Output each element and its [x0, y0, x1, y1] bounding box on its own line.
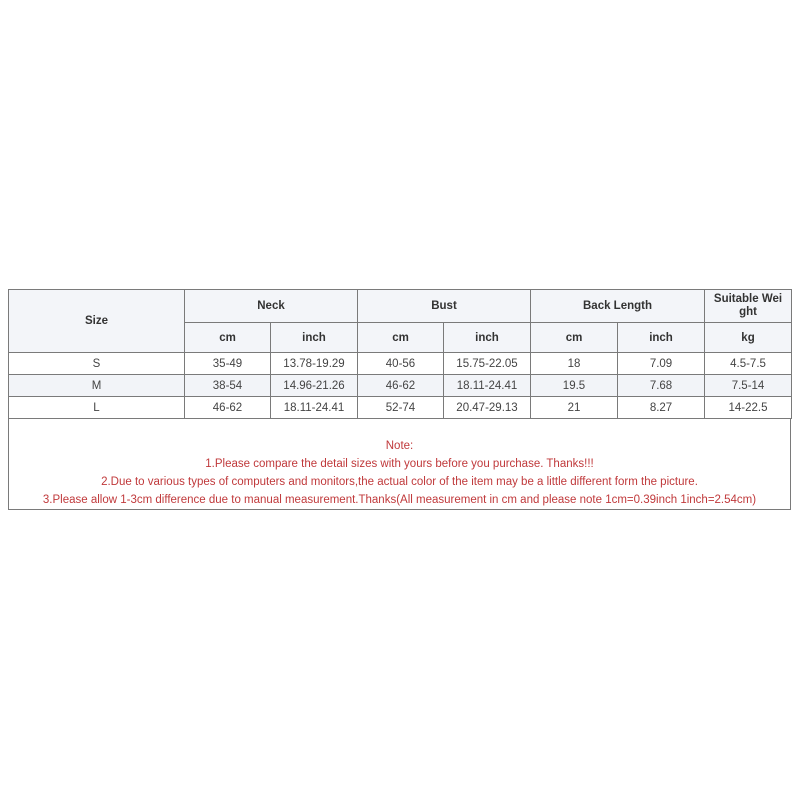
weight-kg-cell: 14-22.5	[705, 397, 792, 419]
bust-header: Bust	[358, 290, 531, 323]
notes-spacer	[9, 419, 790, 437]
bust-cm-unit: cm	[358, 323, 444, 353]
back-inch-cell: 7.09	[618, 353, 705, 375]
back-inch-unit: inch	[618, 323, 705, 353]
back-cm-cell: 18	[531, 353, 618, 375]
size-cell: M	[9, 375, 185, 397]
note-line-2: 2.Due to various types of computers and monitors,the actual color of the item may be a little different form the picture.	[101, 476, 698, 488]
back-inch-cell: 8.27	[618, 397, 705, 419]
back-length-header: Back Length	[531, 290, 705, 323]
back-cm-unit: cm	[531, 323, 618, 353]
size-header: Size	[9, 290, 185, 353]
weight-kg-cell: 4.5-7.5	[705, 353, 792, 375]
weight-header-line2: ght	[739, 306, 757, 318]
table-row	[9, 353, 792, 375]
bust-cm-cell: 46-62	[358, 375, 444, 397]
bust-cm-cell: 40-56	[358, 353, 444, 375]
table-row	[9, 375, 792, 397]
back-cm-cell: 19.5	[531, 375, 618, 397]
bust-inch-cell: 18.11-24.41	[444, 375, 531, 397]
neck-header: Neck	[185, 290, 358, 323]
bust-cm-cell: 52-74	[358, 397, 444, 419]
table-row	[9, 397, 792, 419]
neck-inch-unit: inch	[271, 323, 358, 353]
neck-cm-cell: 46-62	[185, 397, 271, 419]
notes-box	[8, 419, 791, 510]
weight-kg-unit: kg	[705, 323, 792, 353]
note-line-1: 1.Please compare the detail sizes with yours before you purchase. Thanks!!!	[205, 458, 594, 470]
size-cell: L	[9, 397, 185, 419]
size-chart	[8, 289, 791, 510]
neck-cm-unit: cm	[185, 323, 271, 353]
neck-inch-cell: 18.11-24.41	[271, 397, 358, 419]
neck-cm-cell: 38-54	[185, 375, 271, 397]
back-cm-cell: 21	[531, 397, 618, 419]
note-title: Note:	[385, 440, 414, 452]
neck-cm-cell: 35-49	[185, 353, 271, 375]
bust-inch-cell: 20.47-29.13	[444, 397, 531, 419]
suitable-weight-header	[705, 290, 792, 323]
bust-inch-cell: 15.75-22.05	[444, 353, 531, 375]
neck-inch-cell: 14.96-21.26	[271, 375, 358, 397]
weight-header-line1: Suitable Wei	[713, 293, 783, 305]
note-line-3: 3.Please allow 1-3cm difference due to manual measurement.Thanks(All measurement in cm and please note 1cm=0.39inch 1inch=2.54cm)	[42, 494, 757, 506]
size-cell: S	[9, 353, 185, 375]
back-inch-cell: 7.68	[618, 375, 705, 397]
table-header-row	[9, 290, 792, 323]
bust-inch-unit: inch	[444, 323, 531, 353]
size-table	[8, 289, 792, 419]
neck-inch-cell: 13.78-19.29	[271, 353, 358, 375]
weight-kg-cell: 7.5-14	[705, 375, 792, 397]
